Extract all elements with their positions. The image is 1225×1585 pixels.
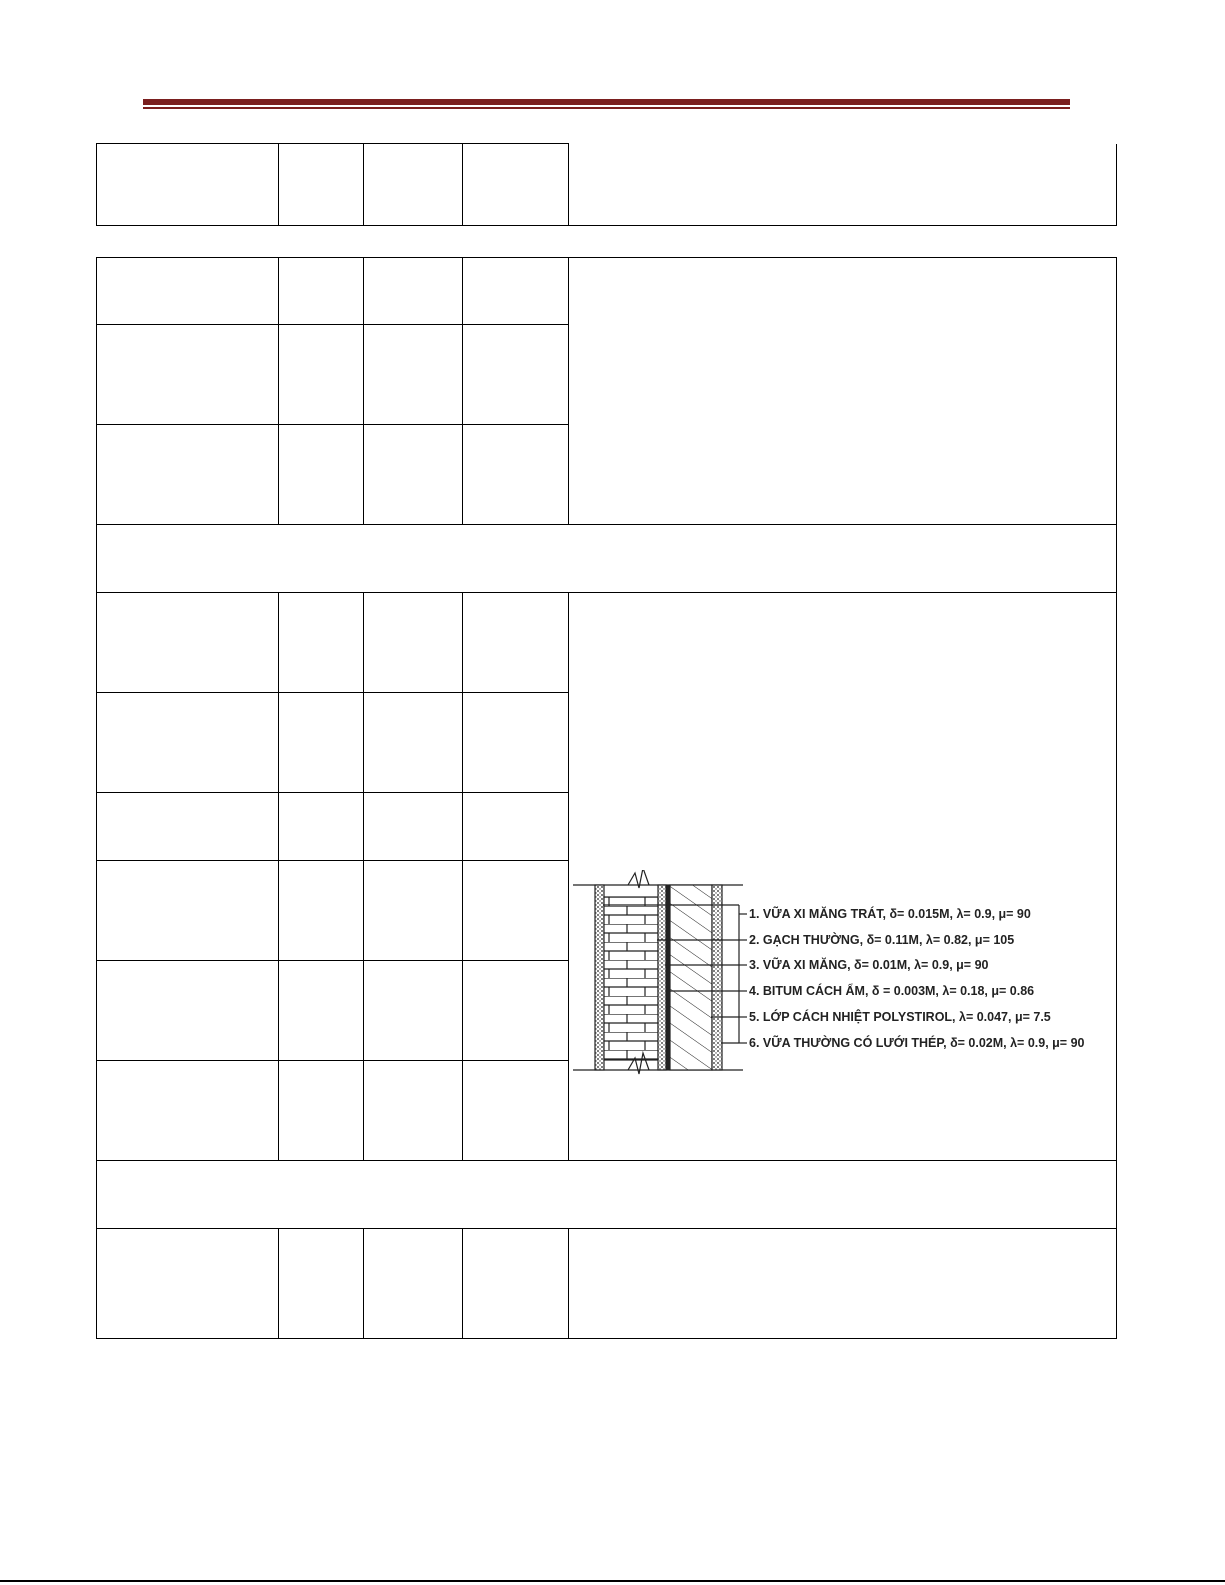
table-cell [364,1061,463,1161]
table-cell [364,1229,463,1339]
table-row [97,1161,1117,1229]
table-row [97,593,1117,693]
table-cell [463,961,569,1061]
page-bottom-edge [0,1580,1225,1582]
table-cell [364,961,463,1061]
table-cell [279,325,364,425]
table-cell [279,258,364,325]
table-cell [97,593,279,693]
table-cell [364,258,463,325]
table-cell [463,144,569,226]
table-section-row [97,1161,1117,1229]
table-cell [97,425,279,525]
table-cell [364,793,463,861]
table-cell [569,144,1117,226]
table-cell [364,593,463,693]
layer-label-1: 1. VỮA XI MĂNG TRÁT, δ= 0.015M, λ= 0.9, μ= 90 [749,907,1031,921]
table-cell [279,1061,364,1161]
table-cell [463,861,569,961]
table-cell [279,693,364,793]
layer-polystyrene [670,885,712,1070]
table-cell [97,1061,279,1161]
table-row [97,258,1117,325]
table-top [96,143,1117,226]
table-cell [97,961,279,1061]
table-cell [569,1229,1117,1339]
table-cell [463,325,569,425]
table-cell [97,325,279,425]
table-cell [279,961,364,1061]
table-cell [279,861,364,961]
table-cell [463,1061,569,1161]
table-main [96,257,1117,1339]
table-row [97,1229,1117,1339]
layer-label-5: 5. LỚP CÁCH NHIỆT POLYSTIROL, λ= 0.047, μ= 7.5 [749,1010,1051,1024]
table-cell [463,258,569,325]
layer-label-2: 2. GẠCH THƯỜNG, δ= 0.11M, λ= 0.82, μ= 105 [749,933,1015,947]
layer-mortar [658,885,666,1070]
layer-brick [604,897,658,1060]
table-cell [279,425,364,525]
wall-section-figure [573,870,1113,1092]
table-cell [279,593,364,693]
table-row [97,144,1117,226]
table-cell [279,1229,364,1339]
table-cell [97,258,279,325]
page-header-rule [143,99,1070,109]
table-cell [364,144,463,226]
wall-layers [573,870,743,1074]
layer-label-6: 6. VỮA THƯỜNG CÓ LƯỚI THÉP, δ= 0.02M, λ= 0.9, μ= 90 [749,1036,1085,1050]
table-cell [463,593,569,693]
table-cell [97,693,279,793]
table-cell [364,425,463,525]
table-section-row [97,525,1117,593]
table-cell [364,325,463,425]
table-cell [463,1229,569,1339]
layer-label-3: 3. VỮA XI MĂNG, δ= 0.01M, λ= 0.9, μ= 90 [749,958,989,972]
table-cell [463,425,569,525]
table-cell [463,693,569,793]
table-cell [279,793,364,861]
layer-mesh-plaster [712,885,722,1070]
table-cell [97,1229,279,1339]
wall-section-diagram [573,870,1113,1092]
table-cell [463,793,569,861]
layer-plaster-outer [595,885,604,1070]
table-row [97,525,1117,593]
table-cell [97,861,279,961]
table-cell [97,144,279,226]
table-cell [279,144,364,226]
table-cell [364,693,463,793]
layer-label-4: 4. BITUM CÁCH ẨM, δ = 0.003M, λ= 0.18, μ= 0.86 [749,984,1035,998]
table-cell [97,793,279,861]
table-cell [569,258,1117,525]
table-cell [364,861,463,961]
